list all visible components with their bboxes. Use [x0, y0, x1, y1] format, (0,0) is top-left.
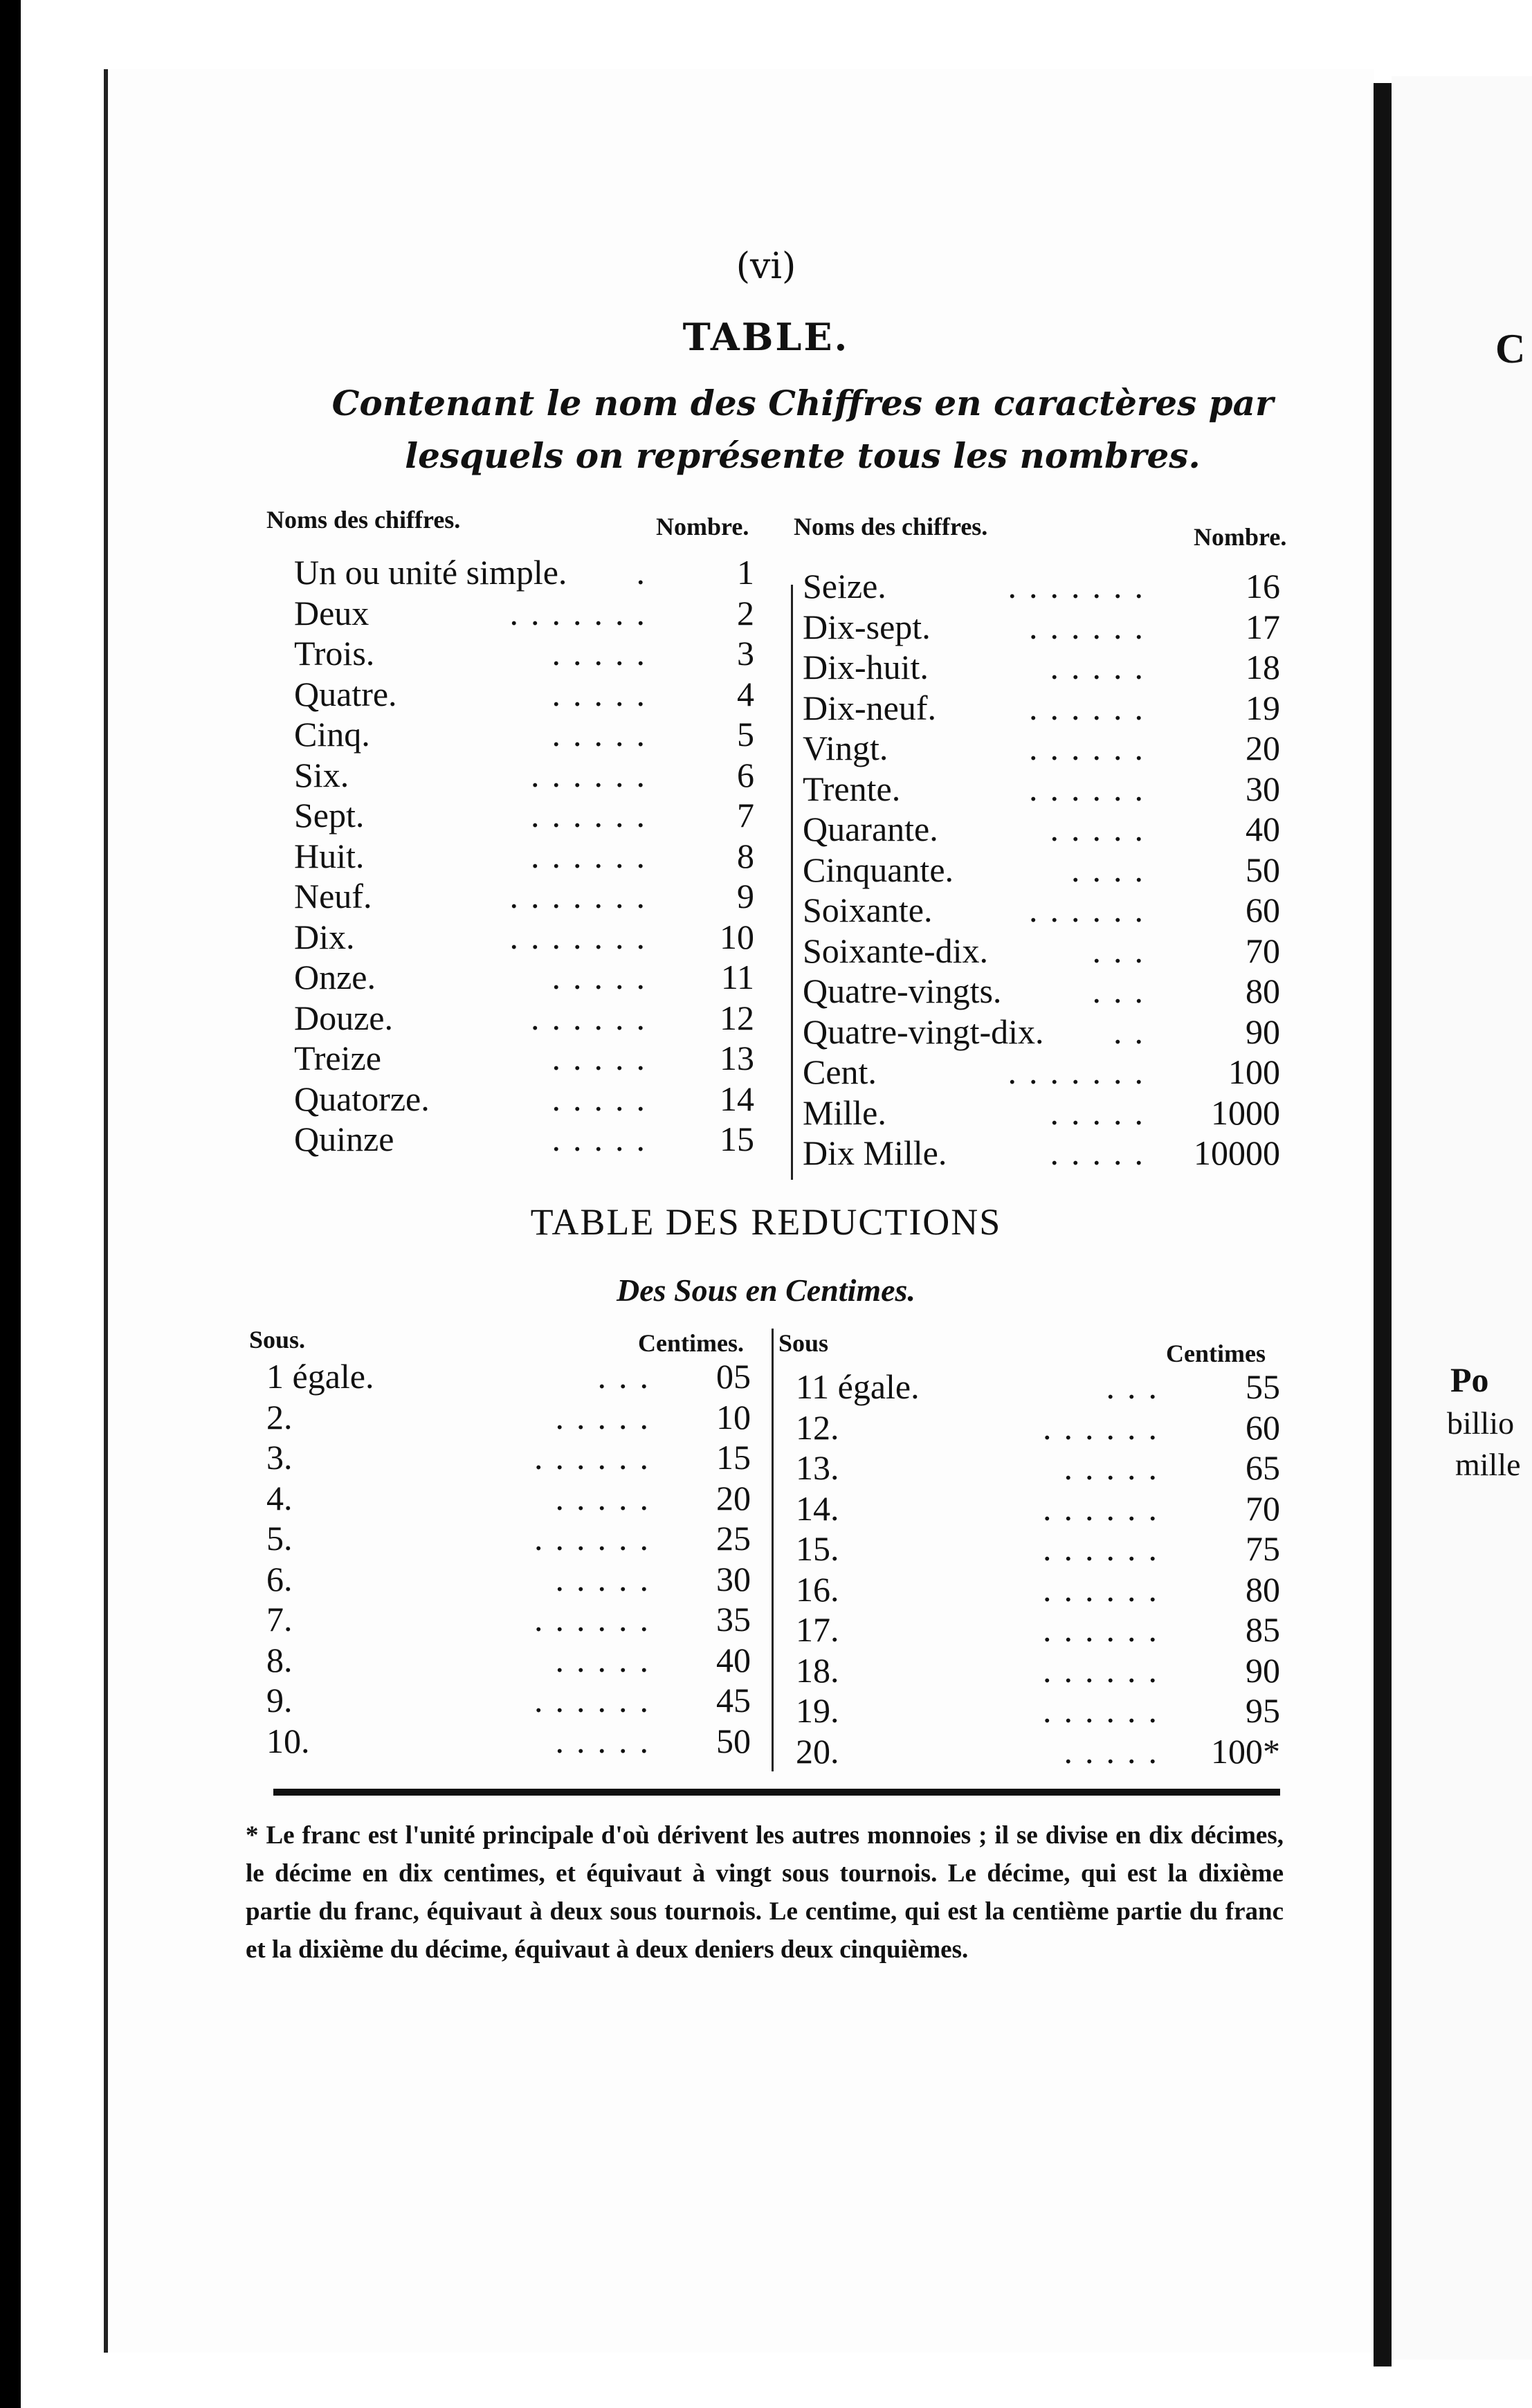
- sous-conversion-leader-dots: ......: [534, 1600, 661, 1639]
- sous-conversion-row: [266, 1437, 751, 1479]
- sous-conversion-label: 9.: [266, 1681, 293, 1720]
- sous-conversion-value: 15: [716, 1438, 751, 1477]
- number-name-value: 9: [737, 877, 754, 915]
- sous-conversion-value: 95: [1246, 1691, 1280, 1730]
- sous-conversion-leader-dots: ......: [534, 1681, 661, 1720]
- number-name-value: 19: [1246, 688, 1280, 727]
- sous-conversion-row: [796, 1609, 1280, 1651]
- sous-conversion-label: 1 égale.: [266, 1357, 374, 1396]
- sous-conversion-label: 15.: [796, 1529, 839, 1568]
- number-name-leader-dots: .....: [551, 1120, 657, 1158]
- page-subtitle: Contenant le nom des Chiffres en caractères par lesquels on représente tous les nombres.: [331, 383, 1274, 476]
- number-name-label: Vingt.: [803, 729, 888, 767]
- number-name-row: [294, 552, 754, 594]
- number-name-leader-dots: ......: [531, 836, 657, 875]
- sous-conversion-row: [796, 1448, 1280, 1489]
- number-name-row: [803, 850, 1280, 891]
- number-name-label: Quatre-vingt-dix.: [803, 1012, 1044, 1051]
- footnote: * Le franc est l'unité principale d'où dérivent les autres monnoies ; il se divise en dix décimes, le décime en dix centimes, et équivaut à vingt sous tournois. Le décime, qui est la dixième partie du franc, équivaut à deux sous tournois. Le centime, qui est la centième partie du franc et la dixième du décime, équivaut à deux deniers deux cinquièmes.: [246, 1821, 1284, 1964]
- sous-conversion-leader-dots: ...: [1106, 1367, 1169, 1406]
- number-name-label: Cinq.: [294, 715, 370, 754]
- number-name-value: 100: [1228, 1052, 1280, 1091]
- sous-conversion-value: 45: [716, 1681, 751, 1720]
- number-name-row: [803, 890, 1280, 931]
- sous-conversion-label: 2.: [266, 1397, 293, 1436]
- sous-conversion-label: 13.: [796, 1448, 839, 1487]
- sous-conversion-label: 6.: [266, 1559, 293, 1598]
- sous-conversion-leader-dots: .....: [555, 1478, 661, 1517]
- number-name-value: 40: [1246, 810, 1280, 848]
- number-name-label: Quinze: [294, 1120, 394, 1158]
- number-name-value: 18: [1246, 648, 1280, 686]
- sous-conversion-row: [266, 1559, 751, 1600]
- number-name-label: Quarante.: [803, 810, 938, 848]
- number-name-row: [803, 607, 1280, 648]
- sous-conversion-value: 100*: [1211, 1731, 1280, 1771]
- number-name-label: Un ou unité simple.: [294, 553, 567, 592]
- right-page-line-3: mille: [1455, 1447, 1521, 1482]
- number-name-label: Sept.: [294, 796, 365, 834]
- table2-header-sous-left: Sous.: [249, 1326, 306, 1353]
- number-name-value: 80: [1246, 972, 1280, 1010]
- number-name-row: [803, 728, 1280, 769]
- number-name-value: 7: [737, 796, 754, 834]
- number-name-row: [294, 755, 754, 796]
- sous-conversion-value: 20: [716, 1478, 751, 1517]
- number-name-value: 13: [720, 1039, 754, 1077]
- number-name-row: [803, 1052, 1280, 1093]
- sous-conversion-label: 4.: [266, 1478, 293, 1517]
- number-name-label: Huit.: [294, 836, 365, 875]
- number-name-label: Soixante-dix.: [803, 931, 989, 970]
- number-name-row: [803, 1093, 1280, 1134]
- sous-conversion-row: [796, 1690, 1280, 1732]
- sous-conversion-leader-dots: .....: [555, 1721, 661, 1760]
- sous-conversion-label: 12.: [796, 1407, 839, 1447]
- number-name-value: 6: [737, 755, 754, 794]
- table2-title: TABLE DES REDUCTIONS: [530, 1201, 1002, 1243]
- number-name-label: Treize: [294, 1039, 381, 1077]
- sous-conversion-row: [796, 1569, 1280, 1611]
- right-page-line-1: Po: [1450, 1360, 1489, 1399]
- number-name-leader-dots: .....: [551, 715, 657, 754]
- sous-conversion-value: 05: [716, 1357, 751, 1396]
- sous-conversion-value: 70: [1246, 1488, 1280, 1528]
- sous-conversion-row: [796, 1407, 1280, 1449]
- number-name-label: Dix.: [294, 917, 355, 956]
- page-number: (vi): [736, 246, 796, 287]
- sous-conversion-label: 8.: [266, 1640, 293, 1679]
- sous-conversion-value: 40: [716, 1640, 751, 1679]
- sous-conversion-row: [266, 1721, 751, 1762]
- number-name-value: 90: [1246, 1012, 1280, 1051]
- number-name-leader-dots: ..: [1113, 1012, 1156, 1051]
- number-name-value: 1: [737, 553, 754, 592]
- table1-header-name-left: Noms des chiffres.: [266, 506, 461, 533]
- number-name-label: Six.: [294, 755, 349, 794]
- number-name-value: 10: [720, 917, 754, 956]
- number-name-row: [803, 1133, 1280, 1174]
- number-name-label: Seize.: [803, 567, 886, 605]
- sous-conversion-leader-dots: ......: [534, 1438, 661, 1477]
- number-name-row: [294, 1038, 754, 1079]
- sous-conversion-leader-dots: ......: [1043, 1488, 1169, 1528]
- number-name-row: [803, 769, 1280, 810]
- sous-conversion-label: 10.: [266, 1721, 310, 1760]
- sous-conversion-value: 10: [716, 1397, 751, 1436]
- number-name-value: 12: [720, 998, 754, 1037]
- number-name-row: [803, 647, 1280, 688]
- sous-conversion-label: 19.: [796, 1691, 839, 1730]
- sous-conversion-leader-dots: .....: [1064, 1731, 1169, 1771]
- number-name-leader-dots: .....: [551, 634, 657, 673]
- number-name-label: Quatre-vingts.: [803, 972, 1002, 1010]
- sous-conversion-label: 11 égale.: [796, 1367, 920, 1406]
- number-name-value: 3: [737, 634, 754, 673]
- right-page-letter: C: [1495, 326, 1526, 372]
- sous-conversion-value: 60: [1246, 1407, 1280, 1447]
- number-name-leader-dots: ....: [1071, 850, 1156, 889]
- sous-conversion-value: 85: [1246, 1610, 1280, 1649]
- sous-conversion-value: 65: [1246, 1448, 1280, 1487]
- number-name-label: Cinquante.: [803, 850, 954, 889]
- table2-divider: [772, 1329, 774, 1771]
- sous-conversion-label: 18.: [796, 1650, 839, 1690]
- sous-conversion-value: 50: [716, 1721, 751, 1760]
- number-name-label: Quatorze.: [294, 1079, 430, 1118]
- sous-conversion-label: 17.: [796, 1610, 839, 1649]
- number-name-leader-dots: .....: [1050, 648, 1156, 686]
- number-name-label: Quatre.: [294, 674, 397, 713]
- number-name-leader-dots: .....: [551, 958, 657, 996]
- number-name-row: [294, 876, 754, 918]
- sous-conversion-value: 90: [1246, 1650, 1280, 1690]
- number-name-row: [294, 795, 754, 837]
- table1-header-name-right: Noms des chiffres.: [794, 513, 988, 540]
- number-name-leader-dots: .......: [509, 917, 657, 956]
- number-name-leader-dots: ......: [1029, 607, 1156, 646]
- number-name-label: Trois.: [294, 634, 375, 673]
- table1-header-num-left: Nombre.: [656, 513, 749, 540]
- sous-conversion-leader-dots: ......: [1043, 1610, 1169, 1649]
- number-name-row: [803, 566, 1280, 608]
- number-name-row: [803, 688, 1280, 729]
- number-name-leader-dots: ...: [1092, 972, 1156, 1010]
- sous-conversion-label: 20.: [796, 1731, 839, 1771]
- number-name-label: Neuf.: [294, 877, 372, 915]
- sous-conversion-row: [266, 1680, 751, 1722]
- sous-conversion-label: 7.: [266, 1600, 293, 1639]
- sous-conversion-value: 80: [1246, 1569, 1280, 1609]
- number-name-row: [294, 1119, 754, 1160]
- sous-conversion-row: [266, 1640, 751, 1681]
- number-name-row: [294, 1079, 754, 1120]
- table1-header-num-right: Nombre.: [1194, 523, 1287, 551]
- table2-subtitle: Des Sous en Centimes.: [617, 1273, 915, 1308]
- number-name-leader-dots: .....: [551, 1079, 657, 1118]
- number-name-leader-dots: ......: [1029, 688, 1156, 727]
- table1-divider: [791, 585, 793, 1180]
- number-name-value: 14: [720, 1079, 754, 1118]
- number-name-leader-dots: .....: [1050, 1093, 1156, 1132]
- number-name-leader-dots: ......: [531, 755, 657, 794]
- number-name-value: 10000: [1194, 1133, 1280, 1172]
- number-name-row: [803, 1012, 1280, 1053]
- sous-conversion-row: [266, 1599, 751, 1641]
- number-name-row: [803, 809, 1280, 850]
- number-name-label: Douze.: [294, 998, 393, 1037]
- number-name-leader-dots: .....: [551, 674, 657, 713]
- number-name-label: Dix-sept.: [803, 607, 931, 646]
- sous-conversion-value: 75: [1246, 1529, 1280, 1568]
- sous-conversion-value: 25: [716, 1519, 751, 1558]
- number-name-label: Cent.: [803, 1052, 877, 1091]
- sous-conversion-leader-dots: .....: [555, 1559, 661, 1598]
- sous-conversion-row: [796, 1650, 1280, 1692]
- sous-conversion-row: [266, 1356, 751, 1398]
- number-name-value: 8: [737, 836, 754, 875]
- number-name-row: [294, 998, 754, 1039]
- number-name-leader-dots: ...: [1092, 931, 1156, 970]
- sous-conversion-value: 55: [1246, 1367, 1280, 1406]
- sous-conversion-leader-dots: .....: [555, 1397, 661, 1436]
- number-name-value: 2: [737, 593, 754, 632]
- number-name-value: 1000: [1211, 1093, 1280, 1132]
- number-name-label: Deux: [294, 593, 370, 632]
- number-name-leader-dots: ......: [1029, 891, 1156, 929]
- number-name-label: Soixante.: [803, 891, 933, 929]
- sous-conversion-label: 16.: [796, 1569, 839, 1609]
- number-name-value: 16: [1246, 567, 1280, 605]
- number-name-value: 70: [1246, 931, 1280, 970]
- sous-conversion-row: [796, 1367, 1280, 1408]
- sous-conversion-label: 14.: [796, 1488, 839, 1528]
- number-name-leader-dots: .: [636, 553, 657, 592]
- number-name-value: 11: [720, 958, 754, 996]
- number-name-value: 15: [720, 1120, 754, 1158]
- number-name-row: [294, 714, 754, 756]
- number-name-value: 60: [1246, 891, 1280, 929]
- number-name-row: [294, 593, 754, 635]
- number-name-value: 17: [1246, 607, 1280, 646]
- sous-conversion-label: 3.: [266, 1438, 293, 1477]
- table2-header-sous-right: Sous: [778, 1329, 829, 1357]
- number-name-row: [294, 917, 754, 958]
- sous-conversion-leader-dots: ......: [1043, 1529, 1169, 1568]
- number-name-leader-dots: .....: [1050, 1133, 1156, 1172]
- number-name-leader-dots: .......: [509, 877, 657, 915]
- sous-conversion-value: 35: [716, 1600, 751, 1639]
- number-name-label: Mille.: [803, 1093, 886, 1132]
- sous-conversion-leader-dots: .....: [555, 1640, 661, 1679]
- number-name-value: 4: [737, 674, 754, 713]
- number-name-row: [294, 836, 754, 877]
- number-name-leader-dots: .....: [1050, 810, 1156, 848]
- sous-conversion-row: [266, 1518, 751, 1560]
- number-name-label: Dix Mille.: [803, 1133, 947, 1172]
- number-name-leader-dots: .......: [1007, 567, 1156, 605]
- number-name-label: Onze.: [294, 958, 376, 996]
- number-name-leader-dots: ......: [1029, 769, 1156, 808]
- sous-conversion-leader-dots: .....: [1064, 1448, 1169, 1487]
- sous-conversion-leader-dots: ......: [1043, 1407, 1169, 1447]
- sous-conversion-leader-dots: ...: [597, 1357, 661, 1396]
- sous-conversion-leader-dots: ......: [1043, 1691, 1169, 1730]
- number-name-label: Dix-huit.: [803, 648, 929, 686]
- number-name-leader-dots: .......: [1007, 1052, 1156, 1091]
- number-name-value: 50: [1246, 850, 1280, 889]
- number-name-leader-dots: ......: [1029, 729, 1156, 767]
- sous-conversion-leader-dots: ......: [1043, 1569, 1169, 1609]
- footnote-rule: [273, 1789, 1280, 1796]
- number-name-label: Dix-neuf.: [803, 688, 936, 727]
- sous-conversion-row: [796, 1731, 1280, 1773]
- table2-header-centimes-left: Centimes.: [638, 1329, 744, 1357]
- number-name-label: Trente.: [803, 769, 901, 808]
- number-name-value: 20: [1246, 729, 1280, 767]
- number-name-leader-dots: ......: [531, 998, 657, 1037]
- number-name-row: [803, 931, 1280, 972]
- number-name-leader-dots: .......: [509, 593, 657, 632]
- number-name-row: [294, 674, 754, 715]
- page-title: TABLE.: [682, 315, 850, 359]
- sous-conversion-leader-dots: ......: [534, 1519, 661, 1558]
- table2-header-centimes-right: Centimes: [1166, 1340, 1266, 1367]
- sous-conversion-row: [796, 1529, 1280, 1570]
- number-name-row: [803, 971, 1280, 1012]
- sous-conversion-row: [266, 1478, 751, 1520]
- sous-conversion-value: 30: [716, 1559, 751, 1598]
- number-name-leader-dots: .....: [551, 1039, 657, 1077]
- right-page-line-2: billio: [1447, 1405, 1515, 1441]
- number-name-row: [294, 957, 754, 998]
- number-name-row: [294, 633, 754, 675]
- sous-conversion-row: [266, 1397, 751, 1439]
- number-name-value: 5: [737, 715, 754, 754]
- sous-conversion-label: 5.: [266, 1519, 293, 1558]
- sous-conversion-leader-dots: ......: [1043, 1650, 1169, 1690]
- number-name-value: 30: [1246, 769, 1280, 808]
- sous-conversion-row: [796, 1488, 1280, 1530]
- number-name-leader-dots: ......: [531, 796, 657, 834]
